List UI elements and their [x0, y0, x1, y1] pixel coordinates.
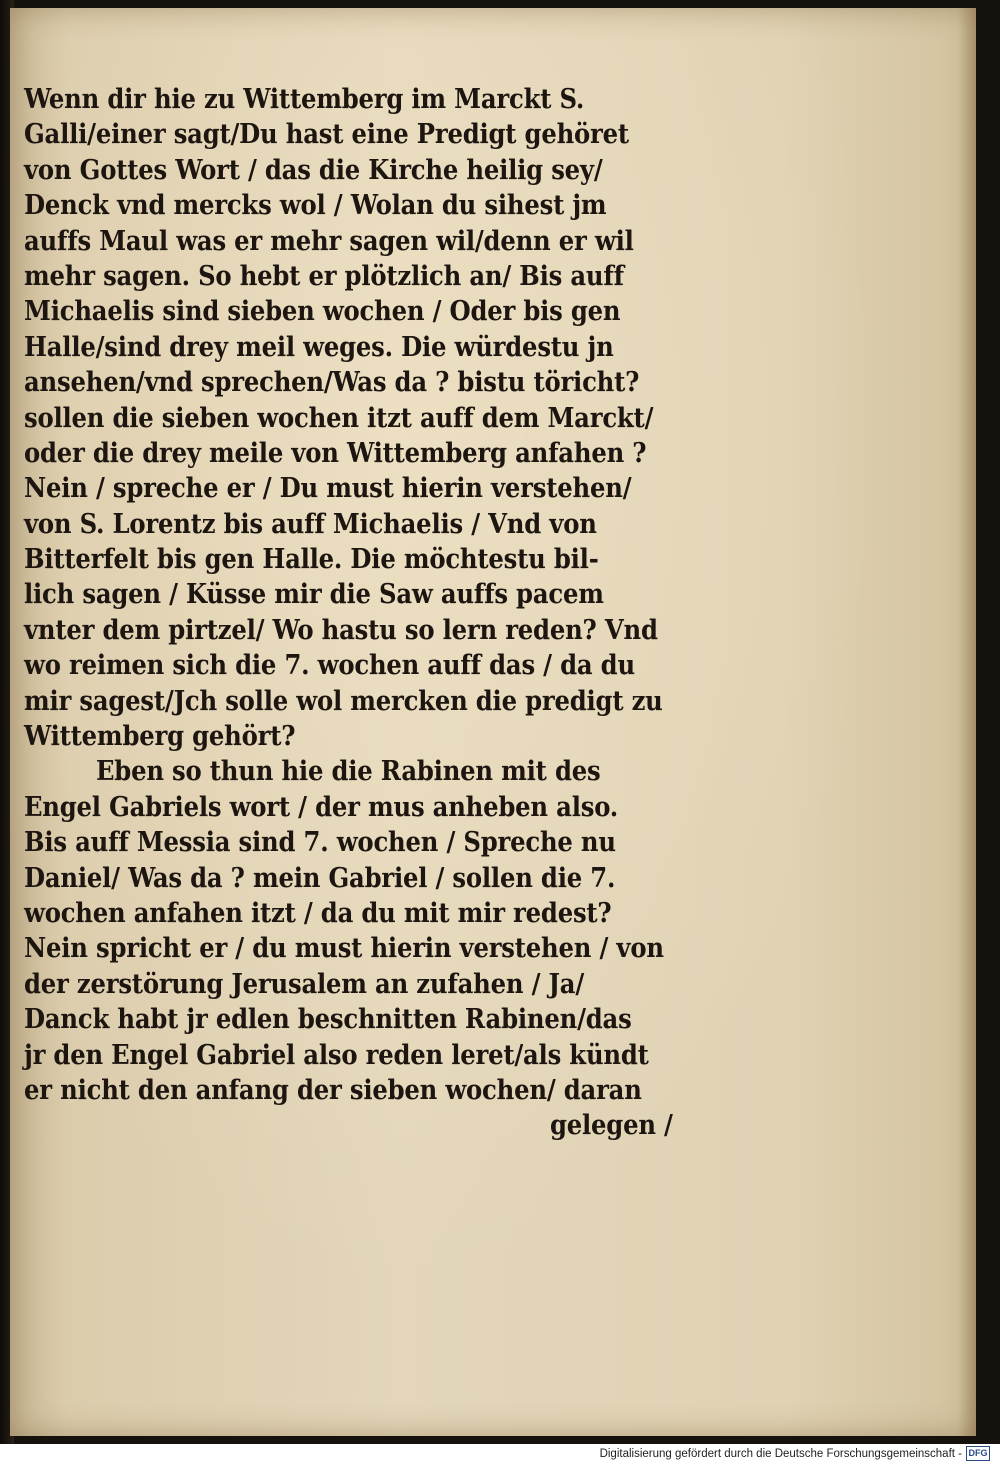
text-line: Bitterfelt bis gen Halle. Die möchtestu bil- [24, 544, 599, 576]
text-line: vnter dem pirtzel/ Wo hastu so lern reden? Vnd [24, 614, 658, 646]
text-line: mir sagest/Jch solle wol mercken die predigt zu [24, 685, 663, 717]
text-line: Danck habt jr edlen beschnitten Rabinen/das [24, 1004, 632, 1036]
text-line: wochen anfahen itzt / da du mit mir redest? [24, 897, 612, 929]
text-line: oder die drey meile von Wittemberg anfahen ? [24, 437, 647, 469]
text-line: jr den Engel Gabriel also reden leret/als kündt [24, 1039, 649, 1071]
text-line: Galli/einer sagt/Du hast eine Predigt gehöret [24, 119, 629, 151]
text-line: der zerstörung Jerusalem an zufahen / Ja/ [24, 968, 585, 1000]
paragraph-start-line: Eben so thun hie die Rabinen mit des [96, 756, 601, 788]
digitization-credit: Digitalisierung gefördert durch die Deutsche Forschungsgemeinschaft - [599, 1448, 962, 1460]
text-line: Bis auff Messia sind 7. wochen / Spreche nu [24, 827, 616, 859]
catchword: gelegen / [550, 1110, 673, 1142]
text-line: auffs Maul was er mehr sagen wil/denn er wil [24, 225, 634, 257]
text-line: er nicht den anfang der sieben wochen/ daran [24, 1074, 642, 1106]
text-line: Daniel/ Was da ? mein Gabriel / sollen die 7. [24, 862, 616, 894]
text-line: Michaelis sind sieben wochen / Oder bis gen [24, 296, 621, 328]
text-line: mehr sagen. So hebt er plötzlich an/ Bis auff [24, 260, 624, 292]
text-line: sollen die sieben wochen itzt auff dem Marckt/ [24, 402, 654, 434]
text-line: lich sagen / Küsse mir die Saw auffs pacem [24, 579, 604, 611]
text-line: Nein / spreche er / Du must hierin verstehen/ [24, 473, 632, 505]
text-line: Wittemberg gehört? [24, 721, 296, 753]
text-line: wo reimen sich die 7. wochen auff das / da du [24, 650, 635, 682]
text-line: ansehen/vnd sprechen/Was da ? bistu töricht? [24, 367, 640, 399]
text-line: von S. Lorentz bis auff Michaelis / Vnd von [24, 508, 597, 540]
text-line: von Gottes Wort / das die Kirche heilig sey/ [24, 154, 603, 186]
text-line: Engel Gabriels wort / der mus anheben also. [24, 791, 618, 823]
dfg-logo-icon: DFG [966, 1446, 990, 1461]
text-line: Halle/sind drey meil weges. Die würdestu jn [24, 331, 614, 363]
text-line: Denck vnd mercks wol / Wolan du sihest jm [24, 190, 607, 222]
text-line: Wenn dir hie zu Wittemberg im Marckt S. [24, 84, 585, 115]
text-line: Nein spricht er / du must hierin verstehen / von [24, 933, 664, 965]
book-page [10, 8, 976, 1436]
page-text-block [24, 82, 704, 1144]
